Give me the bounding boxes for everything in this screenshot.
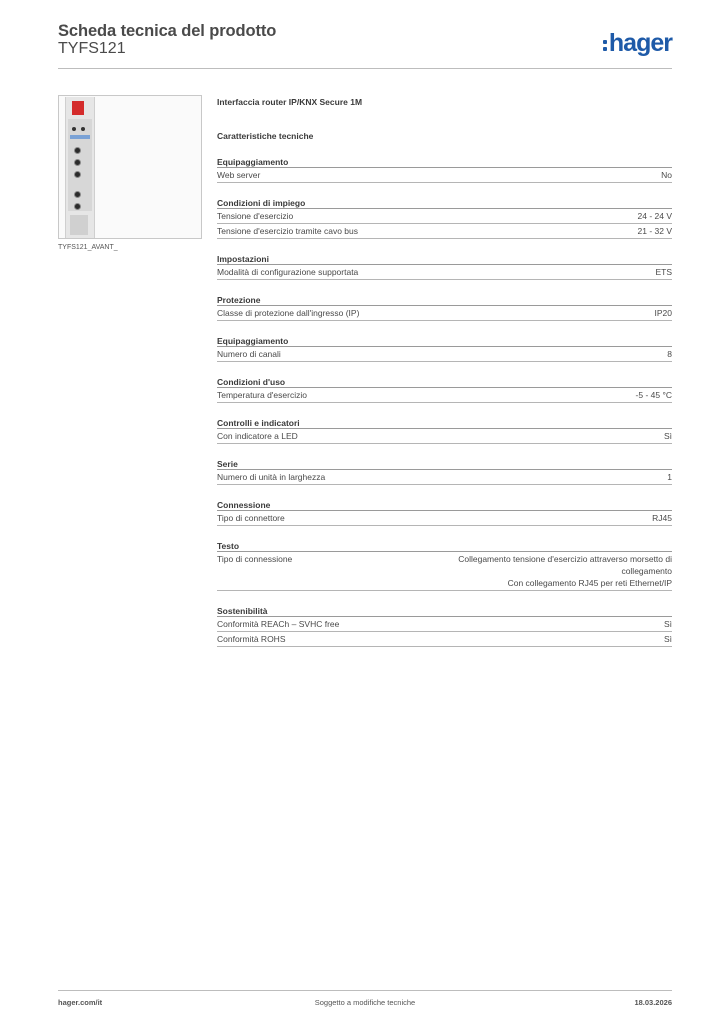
spec-group-title: Equipaggiamento — [217, 156, 672, 168]
spec-value: IP20 — [654, 308, 672, 318]
spec-group — [217, 540, 672, 591]
spec-row — [217, 632, 672, 647]
spec-row — [217, 306, 672, 321]
spec-value-line: Collegamento tensione d'esercizio attraverso morsetto di collegamento — [458, 554, 672, 576]
footer-divider — [58, 990, 672, 991]
spec-group-title: Testo — [217, 540, 672, 552]
spec-key: Modalità di configurazione supportata — [217, 267, 359, 277]
spec-value — [417, 553, 672, 589]
page-header — [58, 20, 672, 68]
footer-notice: Soggetto a modifiche tecniche — [314, 998, 416, 1007]
spec-value: -5 - 45 °C — [635, 390, 672, 400]
spec-group — [217, 605, 672, 647]
spec-group — [217, 376, 672, 403]
spec-group-title: Serie — [217, 458, 672, 470]
spec-group-title: Sostenibilità — [217, 605, 672, 617]
spec-value: ETS — [655, 267, 672, 277]
spec-group-title: Protezione — [217, 294, 672, 306]
spec-key: Tensione d'esercizio tramite cavo bus — [217, 226, 358, 236]
spec-groups — [217, 156, 672, 647]
spec-value: Sì — [663, 431, 672, 441]
spec-key: Tipo di connettore — [217, 513, 285, 523]
spec-row — [217, 347, 672, 362]
spec-group — [217, 294, 672, 321]
spec-group — [217, 499, 672, 526]
spec-row — [217, 224, 672, 239]
spec-row — [217, 168, 672, 183]
spec-key: Tensione d'esercizio — [217, 211, 294, 221]
spec-row — [217, 209, 672, 224]
spec-group-title: Condizioni di impiego — [217, 197, 672, 209]
spec-row — [217, 552, 672, 591]
product-name: Interfaccia router IP/KNX Secure 1M — [217, 97, 363, 107]
spec-key: Conformità REACh – SVHC free — [217, 619, 340, 629]
spec-group — [217, 197, 672, 239]
spec-group-title: Impostazioni — [217, 253, 672, 265]
document-title: Scheda tecnica del prodotto — [58, 22, 277, 40]
spec-value: RJ45 — [652, 513, 672, 523]
spec-group — [217, 458, 672, 485]
spec-row — [217, 265, 672, 280]
spec-group-title: Connessione — [217, 499, 672, 511]
spec-group — [217, 335, 672, 362]
spec-content — [217, 96, 672, 647]
spec-key: Temperatura d'esercizio — [217, 390, 307, 400]
spec-key: Con indicatore a LED — [217, 431, 298, 441]
spec-group-title: Condizioni d'uso — [217, 376, 672, 388]
spec-group-title: Controlli e indicatori — [217, 417, 672, 429]
hager-logo — [603, 29, 672, 58]
spec-value: No — [661, 170, 672, 180]
product-code: TYFS121 — [58, 40, 126, 57]
spec-row — [217, 388, 672, 403]
spec-key: Tipo di connessione — [217, 554, 293, 564]
spec-value-line: Con collegamento RJ45 per reti Ethernet/IP — [507, 578, 672, 588]
logo-text: hager — [608, 29, 672, 57]
spec-group — [217, 253, 672, 280]
spec-value: 1 — [667, 472, 672, 482]
spec-value: 8 — [667, 349, 672, 359]
spec-value: Sì — [663, 619, 672, 629]
spec-row — [217, 429, 672, 444]
header-divider — [58, 68, 672, 69]
spec-row — [217, 470, 672, 485]
device-illustration — [65, 97, 95, 238]
spec-group-title: Equipaggiamento — [217, 335, 672, 347]
footer-date: 18.03.2026 — [634, 998, 672, 1007]
spec-row — [217, 511, 672, 526]
spec-group — [217, 417, 672, 444]
spec-key: Classe di protezione dall'ingresso (IP) — [217, 308, 360, 318]
spec-row — [217, 617, 672, 632]
spec-key: Web server — [217, 170, 261, 180]
spec-key: Numero di canali — [217, 349, 281, 359]
spec-value: 21 - 32 V — [637, 226, 672, 236]
spec-group — [217, 156, 672, 183]
spec-value: Sì — [663, 634, 672, 644]
spec-key: Conformità ROHS — [217, 634, 286, 644]
footer-website[interactable]: hager.com/it — [58, 998, 103, 1007]
image-caption: TYFS121_AVANT_ — [58, 244, 118, 251]
spec-value: 24 - 24 V — [637, 211, 672, 221]
logo-mark-icon — [603, 40, 607, 51]
spec-key: Numero di unità in larghezza — [217, 472, 326, 482]
section-label: Caratteristiche tecniche — [217, 131, 314, 141]
product-image — [58, 95, 202, 239]
